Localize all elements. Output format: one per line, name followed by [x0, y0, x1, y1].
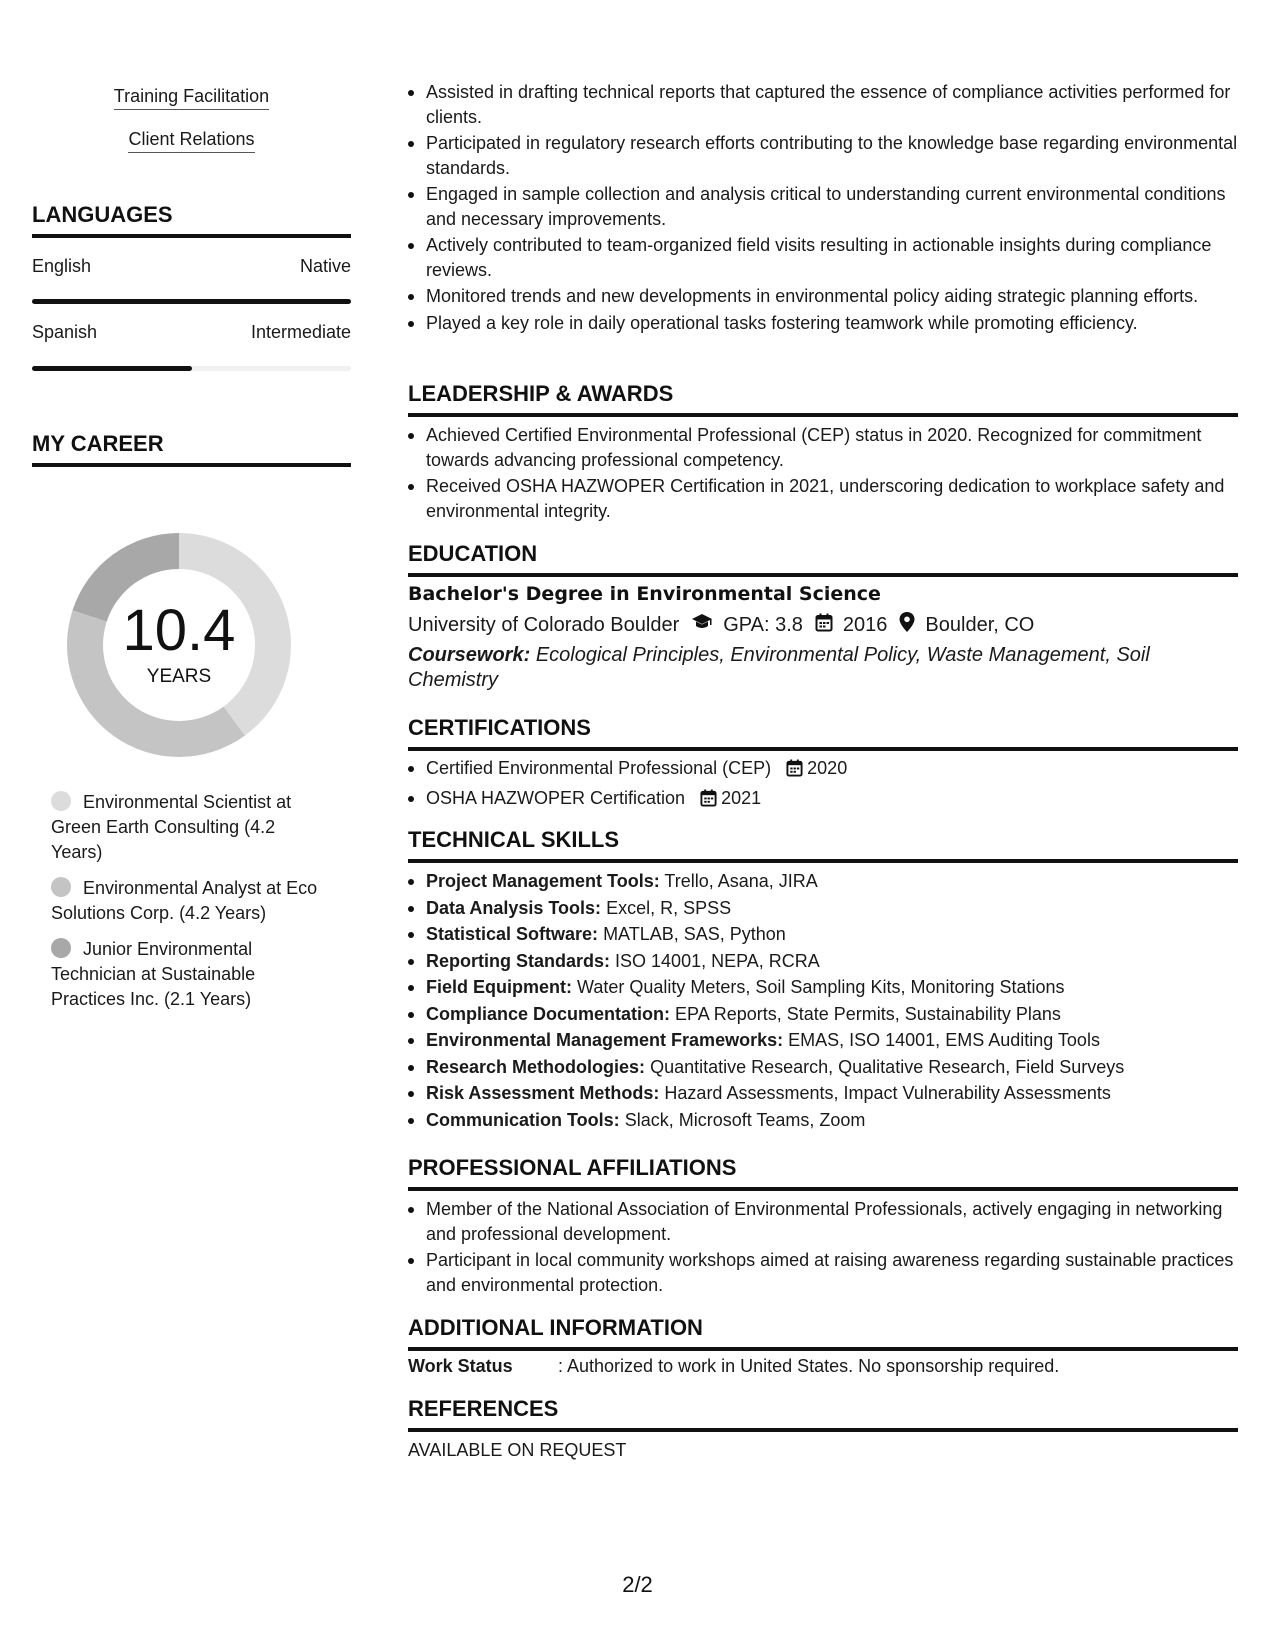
skill-values: EPA Reports, State Permits, Sustainability Plans	[675, 1003, 1061, 1024]
coursework	[408, 643, 1208, 693]
legend-swatch	[51, 938, 71, 958]
calendar-icon	[786, 759, 803, 784]
list-item: Actively contributed to team-organized field visits resulting in actionable insights during compliance reviews.	[426, 233, 1238, 282]
language-level: Intermediate	[250, 322, 351, 342]
legend-swatch	[51, 877, 71, 897]
list-item: Played a key role in daily operational tasks fostering teamwork while promoting efficiency.	[426, 311, 1238, 336]
references-heading: REFERENCES	[408, 1396, 1238, 1432]
skill-values: MATLAB, SAS, Python	[603, 924, 786, 944]
work-status-value: : Authorized to work in United States. No sponsorship required.	[558, 1356, 1060, 1376]
skill-values: Trello, Asana, JIRA	[664, 871, 818, 891]
legend-label: Environmental Analyst at Eco Solutions Corp. (4.2 Years)	[51, 878, 318, 923]
coursework-label: Coursework:	[408, 644, 531, 666]
coursework-text: Ecological Principles, Environmental Policy, Waste Management, Soil Chemistry	[408, 644, 1150, 691]
list-item	[426, 756, 1238, 784]
skill-values: ISO 14001, NEPA, RCRA	[615, 950, 820, 971]
skill-tag	[32, 129, 351, 150]
language-row	[32, 256, 351, 277]
career-donut-chart	[64, 530, 294, 760]
certification-year: 2021	[721, 787, 762, 808]
list-item: Member of the National Association of Environmental Professionals, actively engaging in networking and professional development.	[426, 1197, 1238, 1246]
skill-tag-label: Client Relations	[128, 129, 254, 153]
list-item: Engaged in sample collection and analysis critical to understanding current environmental conditions and necessary improvements.	[426, 182, 1238, 231]
education-heading: EDUCATION	[408, 541, 1238, 577]
skill-category: Research Methodologies:	[426, 1056, 646, 1077]
affiliations-heading: PROFESSIONAL AFFILIATIONS	[408, 1155, 1238, 1191]
affiliations-list	[408, 1197, 1238, 1299]
languages-heading: LANGUAGES	[32, 202, 351, 238]
degree-title: Bachelor's Degree in Environmental Science	[408, 583, 881, 605]
list-item	[426, 1028, 1238, 1053]
language-proficiency-bar	[32, 299, 351, 304]
list-item: Achieved Certified Environmental Professional (CEP) status in 2020. Recognized for commitment towards advancing professional competency.	[426, 423, 1238, 472]
school-location: Boulder, CO	[925, 613, 1035, 636]
references-text: AVAILABLE ON REQUEST	[408, 1440, 627, 1460]
skill-tag	[32, 86, 351, 107]
page-number: 2/2	[622, 1572, 653, 1597]
school-name: University of Colorado Boulder	[408, 613, 680, 636]
career-legend-item	[51, 937, 321, 1012]
language-proficiency-fill	[32, 366, 192, 371]
gpa: GPA: 3.8	[723, 613, 803, 636]
skill-category: Field Equipment:	[426, 977, 572, 997]
work-status-label: Work Status	[408, 1356, 513, 1376]
calendar-icon	[815, 613, 833, 638]
calendar-icon	[700, 789, 717, 814]
skill-values: Slack, Microsoft Teams, Zoom	[624, 1109, 866, 1130]
list-item: Received OSHA HAZWOPER Certification in 2021, underscoring dedication to workplace safety and environmental integrity.	[426, 474, 1238, 523]
language-level: Native	[299, 256, 351, 276]
certification-name: OSHA HAZWOPER Certification	[426, 787, 686, 808]
list-item	[426, 975, 1238, 1000]
list-item	[426, 896, 1238, 921]
experience-bullet-list	[408, 80, 1238, 337]
graduation-cap-icon	[691, 613, 713, 637]
leadership-list	[408, 423, 1238, 525]
list-item: Monitored trends and new developments in environmental policy aiding strategic planning efforts.	[426, 284, 1238, 309]
list-item: Participated in regulatory research efforts contributing to the knowledge base regarding environmental standards.	[426, 131, 1238, 180]
language-name: English	[32, 256, 92, 276]
list-item: Participant in local community workshops aimed at raising awareness regarding sustainable practices and environmental protection.	[426, 1248, 1238, 1297]
list-item	[426, 1002, 1238, 1027]
certification-year: 2020	[807, 758, 848, 778]
career-total-value: 10.4	[122, 598, 236, 663]
language-row	[32, 322, 351, 343]
career-legend-item	[51, 876, 321, 926]
additional-info-heading: ADDITIONAL INFORMATION	[408, 1315, 1238, 1351]
list-item	[426, 949, 1238, 974]
career-legend-item	[51, 790, 321, 865]
skill-values: Excel, R, SPSS	[606, 897, 732, 918]
career-total-unit: YEARS	[146, 666, 212, 687]
leadership-heading: LEADERSHIP & AWARDS	[408, 381, 1238, 417]
legend-swatch	[51, 791, 71, 811]
list-item	[426, 1055, 1238, 1080]
skill-category: Data Analysis Tools:	[426, 897, 602, 918]
language-proficiency-fill	[32, 299, 351, 304]
language-name: Spanish	[32, 322, 98, 342]
certifications-heading: CERTIFICATIONS	[408, 715, 1238, 751]
legend-label: Environmental Scientist at Green Earth Consulting (4.2 Years)	[51, 792, 292, 862]
certification-name: Certified Environmental Professional (CEP)	[426, 758, 772, 778]
language-proficiency-bar	[32, 366, 351, 371]
list-item	[426, 922, 1238, 947]
skill-category: Risk Assessment Methods:	[426, 1083, 660, 1103]
list-item	[426, 869, 1238, 894]
work-status-row	[408, 1356, 1059, 1377]
list-item	[426, 1108, 1238, 1133]
skill-values: EMAS, ISO 14001, EMS Auditing Tools	[788, 1030, 1100, 1050]
skill-category: Project Management Tools:	[426, 871, 660, 891]
location-pin-icon	[899, 612, 915, 638]
skill-values: Quantitative Research, Qualitative Research, Field Surveys	[650, 1056, 1125, 1077]
list-item: Assisted in drafting technical reports that captured the essence of compliance activities performed for clients.	[426, 80, 1238, 129]
certifications-list	[408, 756, 1238, 815]
legend-label: Junior Environmental Technician at Sustainable Practices Inc. (2.1 Years)	[51, 939, 256, 1009]
skill-values: Water Quality Meters, Soil Sampling Kits, Monitoring Stations	[577, 977, 1065, 997]
education-meta	[408, 612, 1034, 638]
skill-category: Compliance Documentation:	[426, 1003, 671, 1024]
career-heading: MY CAREER	[32, 431, 351, 467]
skill-category: Communication Tools:	[426, 1109, 620, 1130]
skill-tag-label: Training Facilitation	[114, 86, 269, 110]
graduation-year: 2016	[842, 613, 888, 636]
list-item	[426, 1081, 1238, 1106]
list-item	[426, 786, 1238, 814]
skill-category: Statistical Software:	[426, 924, 599, 944]
skill-category: Reporting Standards:	[426, 950, 611, 971]
technical-skills-heading: TECHNICAL SKILLS	[408, 827, 1238, 863]
skill-category: Environmental Management Frameworks:	[426, 1030, 784, 1050]
technical-skills-list	[408, 869, 1238, 1134]
skill-values: Hazard Assessments, Impact Vulnerability Assessments	[664, 1083, 1111, 1103]
